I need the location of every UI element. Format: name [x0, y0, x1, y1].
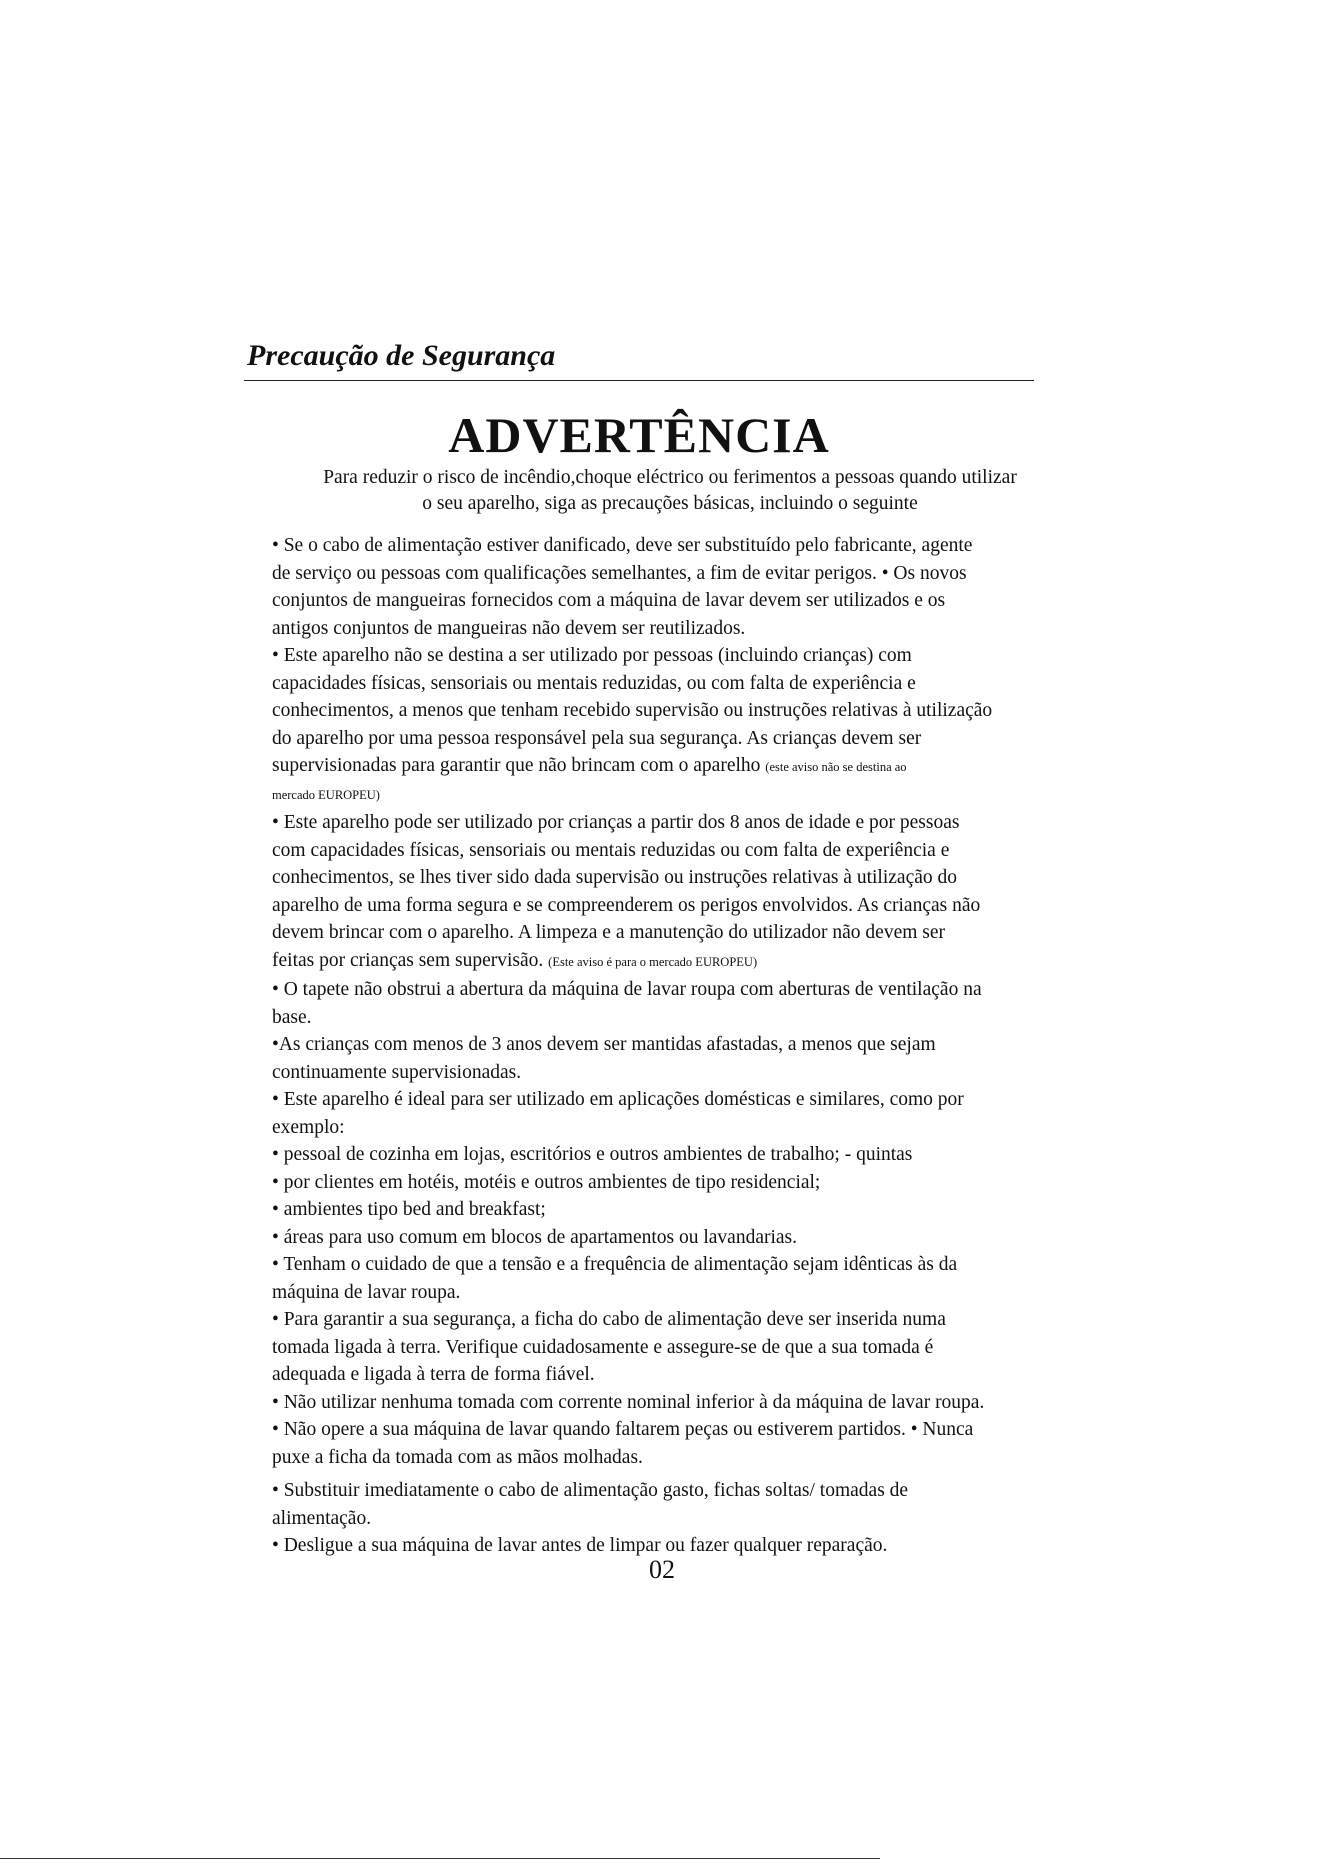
eu-market-note: (Este aviso é para o mercado EUROPEU) — [548, 954, 758, 969]
bottom-rule — [0, 1858, 880, 1859]
text-line: • Se o cabo de alimentação estiver danificado, deve ser substituído pelo fabricante, agente — [272, 535, 973, 556]
intro-line: Para reduzir o risco de incêndio,choque eléctrico ou ferimentos a pessoas quando utilizar — [323, 467, 1017, 488]
text-line — [272, 752, 1072, 782]
text-line: de serviço ou pessoas com qualificações semelhantes, a fim de evitar perigos. • Os novos — [272, 562, 967, 584]
text-line: • Substituir imediatamente o cabo de alimentação gasto, fichas soltas/ tomadas de — [272, 1480, 909, 1501]
text-line: • O tapete não obstrui a abertura da máquina de lavar roupa com aberturas de ventilação na — [272, 979, 982, 1000]
text-line: com capacidades físicas, sensoriais ou mentais reduzidas ou com falta de experiência e — [272, 839, 950, 861]
text-line: tomada ligada à terra. Verifique cuidadosamente e assegure-se de que a sua tomada é — [272, 1336, 934, 1358]
text-line: •As crianças com menos de 3 anos devem ser mantidas afastadas, a menos que sejam — [272, 1034, 936, 1055]
text-line: devem brincar com o aparelho. A limpeza e a manutenção do utilizador não devem ser — [272, 922, 946, 943]
warning-intro — [260, 465, 1080, 517]
safety-instructions — [272, 532, 1072, 1560]
text-line: exemplo: — [272, 1116, 345, 1138]
text-line: • Este aparelho pode ser utilizado por crianças a partir dos 8 anos de idade e por pessoas — [272, 812, 960, 833]
text-line: • Este aparelho é ideal para ser utilizado em aplicações domésticas e similares, como por — [272, 1089, 964, 1110]
text-segment: feitas por crianças sem supervisão. — [272, 949, 544, 971]
text-line: • Desligue a sua máquina de lavar antes de limpar ou fazer qualquer reparação. — [272, 1535, 888, 1556]
text-line: máquina de lavar roupa. — [272, 1281, 461, 1303]
text-line: adequada e ligada à terra de forma fiável. — [272, 1364, 595, 1385]
text-line — [272, 947, 1072, 977]
text-line: conhecimentos, se lhes tiver sido dada supervisão ou instruções relativas à utilização do — [272, 867, 958, 888]
text-line: aparelho de uma forma segura e se compreenderem os perigos envolvidos. As crianças não — [272, 894, 981, 916]
text-segment: supervisionadas para garantir que não brincam com o aparelho — [272, 755, 761, 776]
warning-heading: ADVERTÊNCIA — [448, 407, 830, 463]
section-header — [244, 338, 1034, 381]
text-line: puxe a ficha da tomada com as mãos molhadas. — [272, 1446, 643, 1468]
intro-line: o seu aparelho, siga as precauções básicas, incluindo o seguinte — [422, 493, 918, 514]
text-line: conjuntos de mangueiras fornecidos com a máquina de lavar devem ser utilizados e os — [272, 590, 946, 611]
text-line: • pessoal de cozinha em lojas, escritórios e outros ambientes de trabalho; - quintas — [272, 1144, 913, 1165]
text-line: • Tenham o cuidado de que a tensão e a frequência de alimentação sejam idênticas às da — [272, 1254, 958, 1275]
text-line: alimentação. — [272, 1507, 372, 1529]
text-line: base. — [272, 1006, 312, 1028]
text-line: • por clientes em hotéis, motéis e outros ambientes de tipo residencial; — [272, 1171, 821, 1193]
text-line: • Para garantir a sua segurança, a ficha do cabo de alimentação deve ser inserida numa — [272, 1309, 946, 1330]
text-line: • Não opere a sua máquina de lavar quando faltarem peças ou estiverem partidos. • Nunca — [272, 1419, 974, 1440]
text-line: antigos conjuntos de mangueiras não devem ser reutilizados. — [272, 617, 746, 639]
text-line: • áreas para uso comum em blocos de apartamentos ou lavandarias. — [272, 1226, 798, 1248]
text-line: do aparelho por uma pessoa responsável pela sua segurança. As crianças devem ser — [272, 727, 922, 749]
text-line: • Este aparelho não se destina a ser utilizado por pessoas (incluindo crianças) com — [272, 645, 912, 666]
page-number: 02 — [649, 1555, 675, 1584]
text-line: capacidades físicas, sensoriais ou mentais reduzidas, ou com falta de experiência e — [272, 672, 916, 694]
text-line: conhecimentos, a menos que tenham recebido supervisão ou instruções relativas à utilização — [272, 700, 993, 721]
text-line: continuamente supervisionadas. — [272, 1061, 522, 1083]
text-line: • ambientes tipo bed and breakfast; — [272, 1199, 546, 1220]
non-eu-market-note-cont: mercado EUROPEU) — [272, 787, 380, 802]
text-line: • Não utilizar nenhuma tomada com corrente nominal inferior à da máquina de lavar roupa. — [272, 1391, 985, 1413]
non-eu-market-note: (este aviso não se destina ao — [765, 760, 907, 774]
section-title: Precaução de Segurança — [247, 339, 556, 372]
